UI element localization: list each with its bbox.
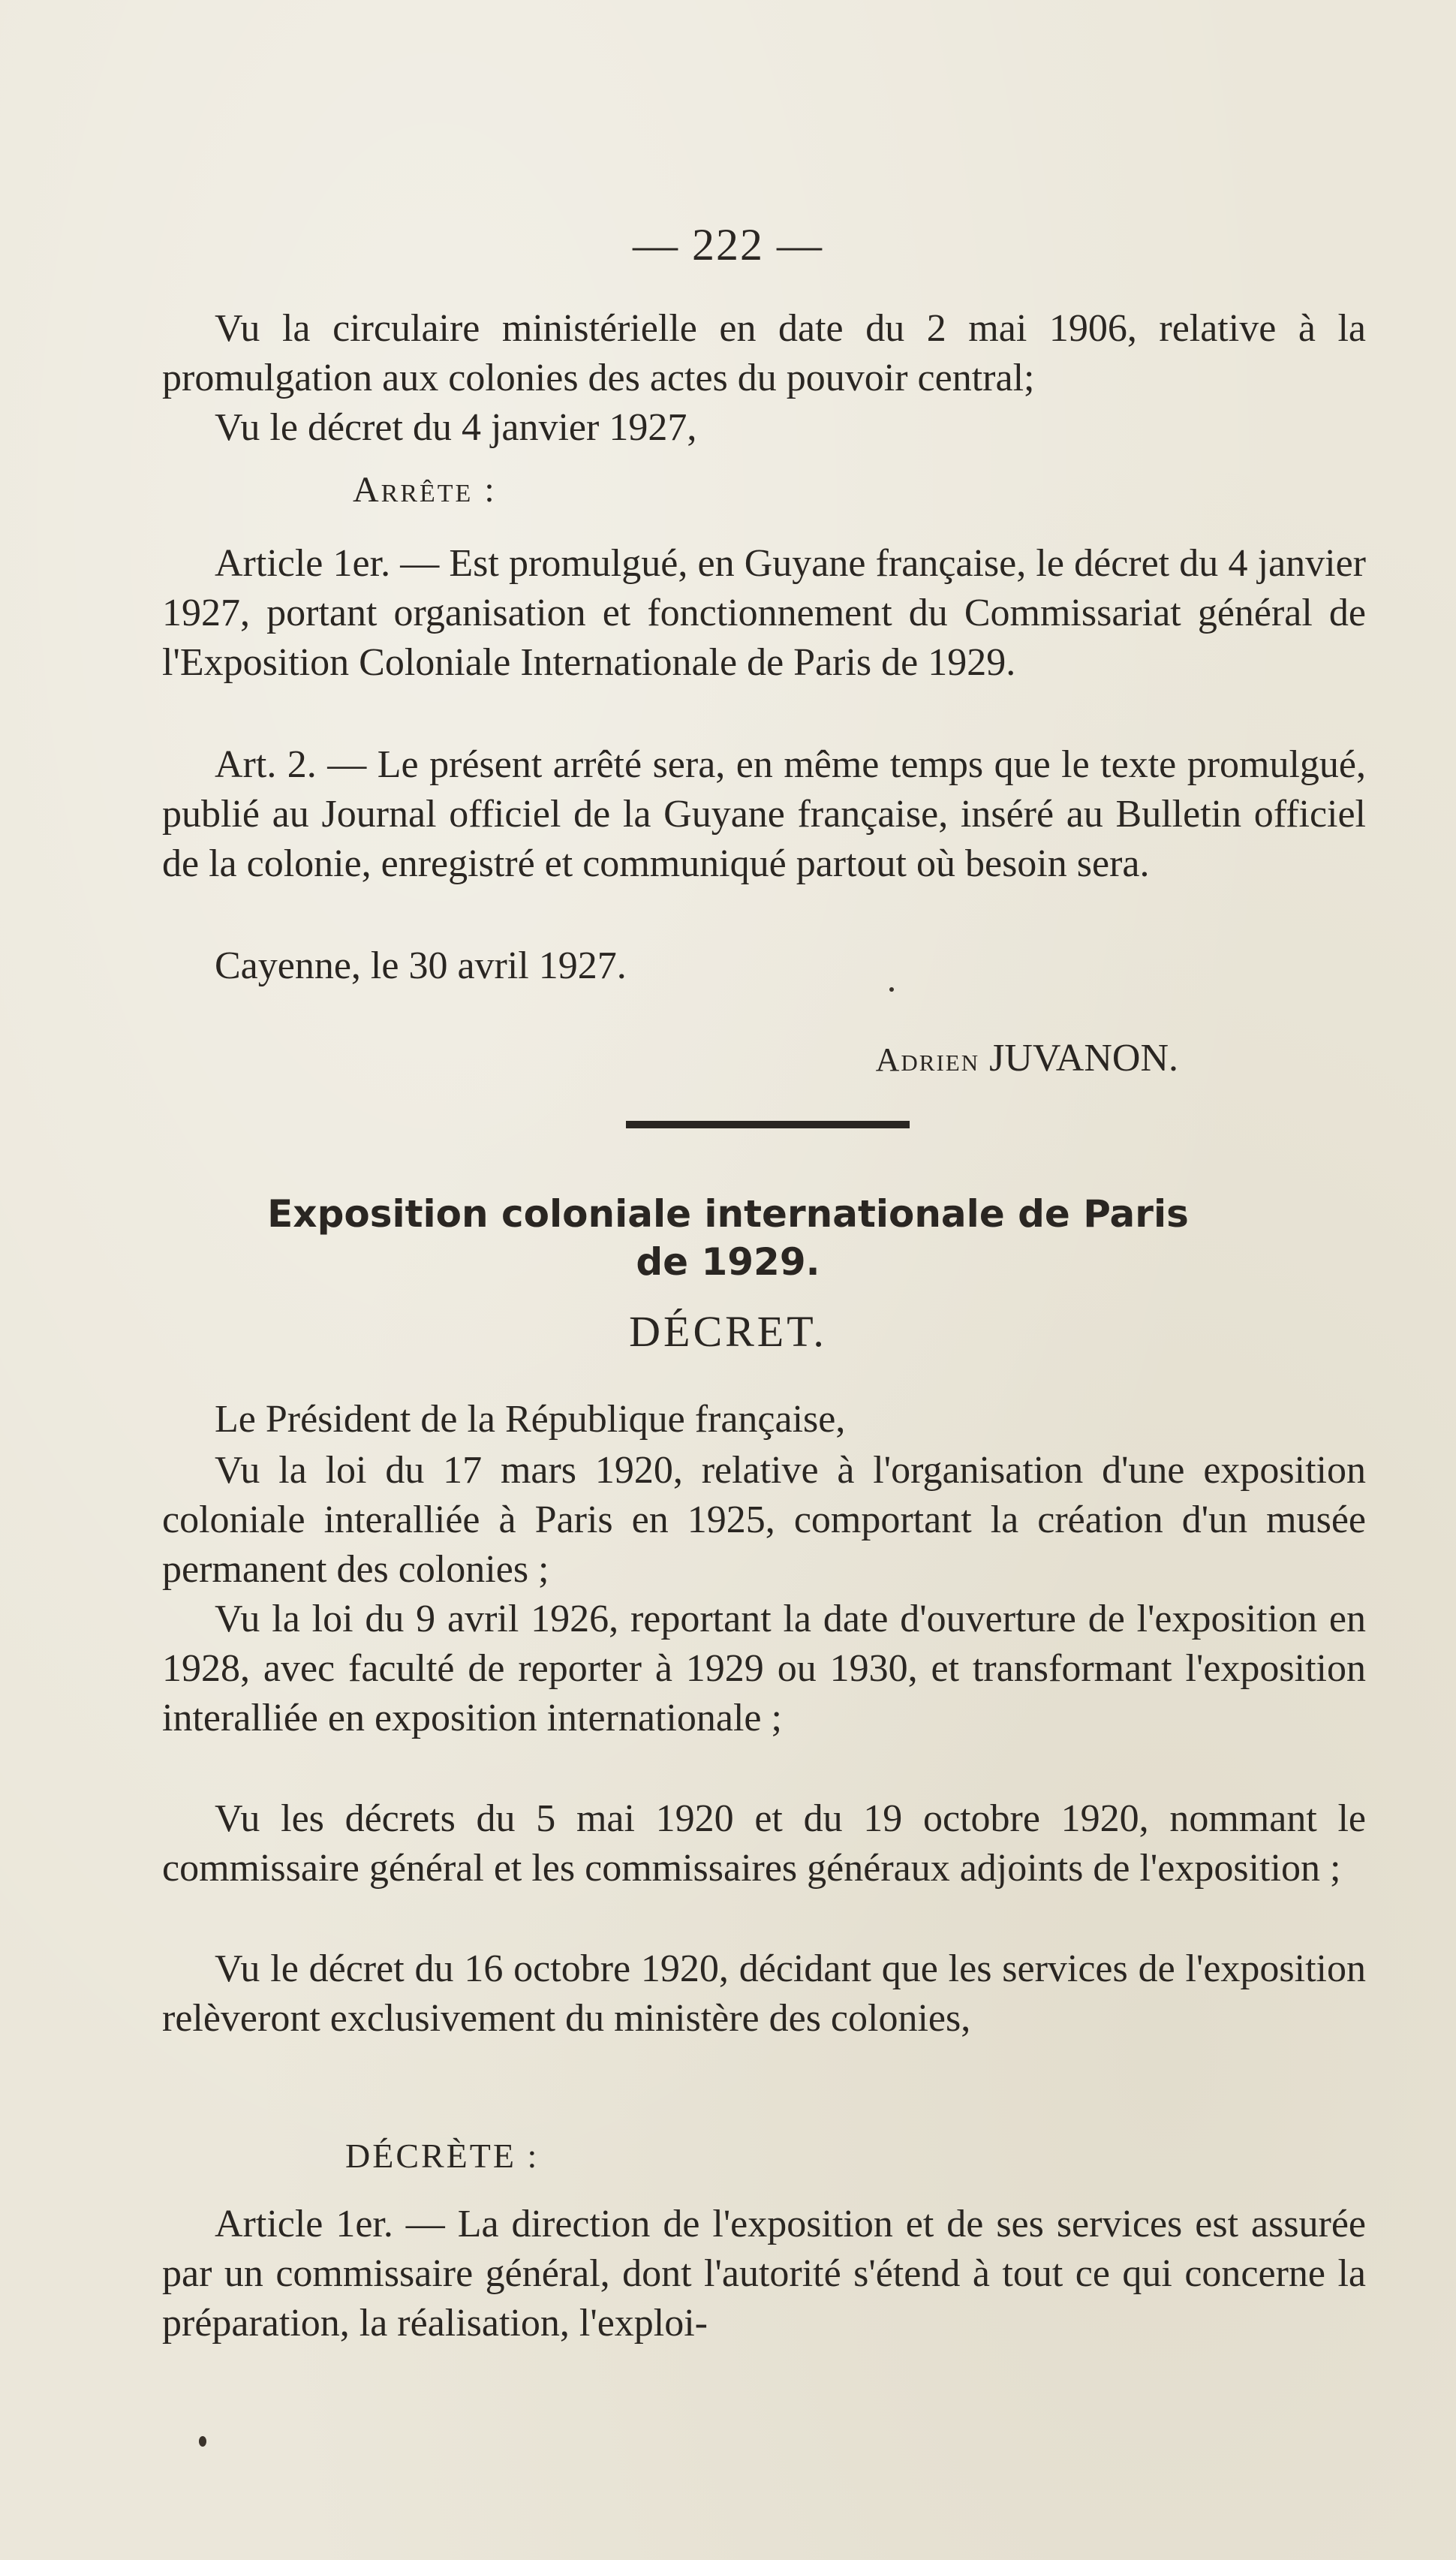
decret-heading: DÉCRET. bbox=[629, 1307, 827, 1356]
vu-circulaire-paragraph: Vu la circulaire ministérielle en date du 2 mai 1906, relative à la promulgation aux colonies des actes du pouvoir central; bbox=[162, 307, 1366, 399]
signature bbox=[876, 1036, 1178, 1080]
arrete-heading: Arrête : bbox=[353, 470, 497, 510]
vu-loi-1920-paragraph: Vu la loi du 17 mars 1920, relative à l'organisation d'une exposition coloniale interalliée à Paris en 1925, comportant la création d'un musée permanent des colonies ; bbox=[162, 1449, 1366, 1591]
article-1-paragraph: Article 1er. — Est promulgué, en Guyane française, le décret du 4 janvier 1927, portant organisation et fonctionnement du Commissariat général de l'Exposition Coloniale Internationale de Paris de 1929. bbox=[162, 542, 1366, 684]
section-title-line-2: de 1929. bbox=[636, 1240, 820, 1284]
page-number: — 222 — bbox=[633, 220, 823, 270]
date-line: Cayenne, le 30 avril 1927. bbox=[215, 944, 627, 987]
signature-last-name: JUVANON. bbox=[989, 1037, 1178, 1080]
vu-decrets-paragraph: Vu les décrets du 5 mai 1920 et du 19 octobre 1920, nommant le commissaire général et les commissaires généraux adjoints de l'exposition ; bbox=[162, 1797, 1366, 1890]
section-divider bbox=[626, 1121, 910, 1128]
ink-speck bbox=[889, 987, 894, 992]
president-line: Le Président de la République française, bbox=[215, 1398, 846, 1441]
vu-decret-paragraph: Vu le décret du 4 janvier 1927, bbox=[215, 406, 697, 449]
article-2-paragraph: Art. 2. — Le présent arrêté sera, en même temps que le texte promulgué, publié au Journal officiel de la Guyane française, inséré au Bulletin officiel de la colonie, enregistré et communiqué partout où besoin sera. bbox=[162, 743, 1366, 885]
decret-article-1-paragraph: Article 1er. — La direction de l'exposition et de ses services est assurée par un commissaire général, dont l'autorité s'étend à tout ce qui concerne la préparation, la réalisation, l'exploi- bbox=[162, 2203, 1366, 2345]
section-title-line-1: Exposition coloniale internationale de Paris bbox=[267, 1192, 1189, 1236]
signature-first-name: Adrien bbox=[875, 1041, 980, 1078]
ink-speck bbox=[199, 2436, 206, 2447]
vu-loi-1926-paragraph: Vu la loi du 9 avril 1926, reportant la date d'ouverture de l'exposition en 1928, avec faculté de reporter à 1929 ou 1930, et transformant l'exposition interalliée en exposition internationale ; bbox=[162, 1598, 1366, 1739]
vu-decret-1920-paragraph: Vu le décret du 16 octobre 1920, décidant que les services de l'exposition relèveront exclusivement du ministère des colonies, bbox=[162, 1947, 1366, 2040]
decrete-heading: DÉCRÈTE : bbox=[345, 2137, 540, 2175]
